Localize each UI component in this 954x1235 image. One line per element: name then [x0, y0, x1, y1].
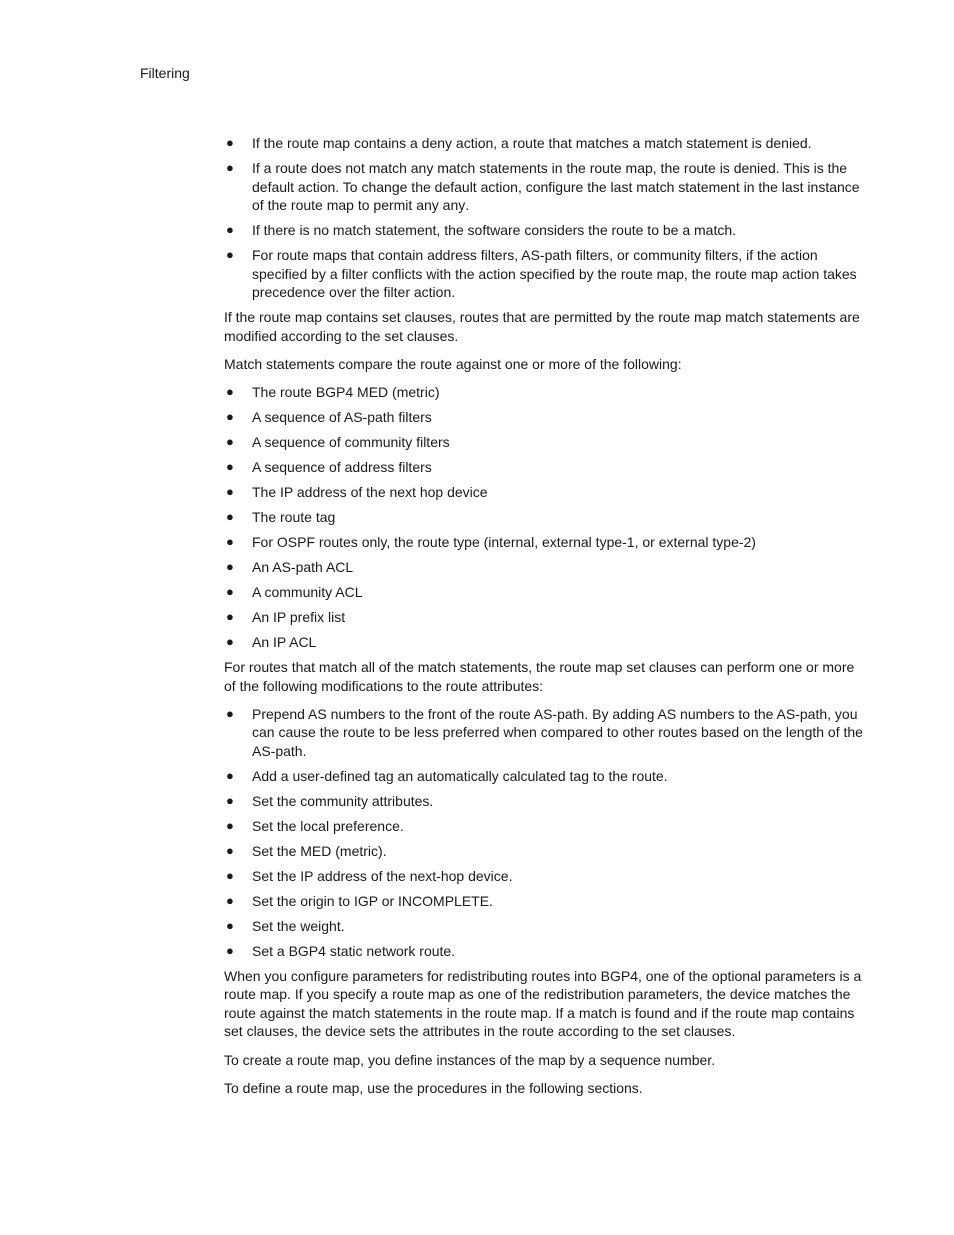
list-item: ● An AS-path ACL	[226, 558, 354, 575]
bullet-icon: ●	[226, 892, 234, 908]
bullet-icon: ●	[226, 867, 234, 883]
bullet-icon: ●	[226, 942, 234, 958]
bullet-icon: ●	[226, 222, 234, 238]
list-item: ● For route maps that contain address filters, AS-path filters, or community filters, if the action specified by a filter conflicts with the action specified by the route map, the route map action takes precedence over the filter action.	[226, 247, 857, 301]
list-item: ● Set the local preference.	[226, 817, 404, 834]
set-clause-list	[224, 705, 869, 961]
paragraph: To create a route map, you define instances of the map by a sequence number.	[224, 1051, 716, 1068]
bullet-icon: ●	[226, 767, 234, 783]
paragraph: To define a route map, use the procedures in the following sections.	[224, 1079, 643, 1096]
bullet-icon: ●	[226, 384, 234, 400]
paragraph: Match statements compare the route against one or more of the following:	[224, 356, 682, 372]
bullet-icon: ●	[226, 159, 234, 175]
list-item: ● A sequence of address filters	[226, 459, 432, 476]
bullet-icon: ●	[226, 792, 234, 808]
bullet-icon: ●	[226, 434, 234, 450]
list-item: ● An IP ACL	[226, 633, 317, 650]
bullet-icon: ●	[226, 633, 234, 649]
route-map-action-list	[224, 134, 869, 302]
list-item: ● If the route map contains a deny action, a route that matches a match statement is denied.	[226, 135, 812, 151]
list-item: ● Set the MED (metric).	[226, 842, 387, 859]
bullet-icon: ●	[226, 705, 234, 721]
bullet-icon: ●	[226, 459, 234, 475]
list-item: ● An IP prefix list	[226, 608, 346, 625]
list-item: ● A sequence of community filters	[226, 434, 450, 451]
list-item: ● For OSPF routes only, the route type (internal, external type-1, or external type-2)	[226, 534, 756, 550]
list-item: ● If a route does not match any match statements in the route map, the route is denied. This is the default action. To change the default action, configure the last match statement in the last instance of the route map to permit any any.	[226, 159, 860, 214]
list-item: ● The route tag	[226, 509, 336, 526]
list-item: ● A community ACL	[226, 583, 363, 600]
list-item: ● Set the weight.	[226, 917, 345, 934]
keyword-deny: deny	[421, 135, 453, 151]
bullet-icon: ●	[226, 842, 234, 858]
match-criteria-list	[224, 383, 869, 651]
keyword-permit-any-any: permit any any	[373, 197, 466, 214]
list-item: ● The route BGP4 MED (metric)	[226, 384, 440, 401]
bullet-icon: ●	[226, 135, 234, 150]
bullet-icon: ●	[226, 534, 234, 549]
list-item: ● Set the IP address of the next-hop device.	[226, 867, 513, 884]
paragraph: When you configure parameters for redistributing routes into BGP4, one of the optional parameters is a route map. If you specify a route map as one of the redistribution parameters, the device matches the route against the match statements in the route map. If a match is found and if the route map contains set clauses, the device sets the attributes in the route according to the set clauses.	[224, 967, 862, 1040]
list-item: ● Set the community attributes.	[226, 792, 434, 809]
paragraph: For routes that match all of the match statements, the route map set clauses can perform one or more of the following modifications to the route attributes:	[224, 658, 855, 694]
list-item: ● The IP address of the next hop device	[226, 484, 488, 501]
bullet-icon: ●	[226, 608, 234, 624]
list-item: ● A sequence of AS-path filters	[226, 409, 432, 426]
list-item: ● If there is no match statement, the software considers the route to be a match.	[226, 222, 737, 239]
bullet-icon: ●	[226, 509, 234, 525]
bullet-icon: ●	[226, 558, 234, 574]
paragraph: If the route map contains set clauses, routes that are permitted by the route map match statements are modified according to the set clauses.	[224, 309, 860, 344]
bullet-icon: ●	[226, 583, 234, 599]
bullet-icon: ●	[226, 817, 234, 833]
list-item: ● Prepend AS numbers to the front of the route AS-path. By adding AS numbers to the AS-path, you can cause the route to be less preferred when compared to other routes based on the length of the AS-path.	[226, 705, 863, 759]
list-item: ● Set a BGP4 static network route.	[226, 942, 456, 959]
bullet-icon: ●	[226, 409, 234, 425]
bullet-icon: ●	[226, 917, 234, 933]
list-item: ● Add a user-defined tag an automatically calculated tag to the route.	[226, 767, 668, 784]
page-body	[224, 134, 869, 1107]
running-header: Filtering	[140, 65, 190, 81]
bullet-icon: ●	[226, 247, 234, 263]
list-item: ● Set the origin to IGP or INCOMPLETE.	[226, 892, 493, 909]
bullet-icon: ●	[226, 484, 234, 500]
